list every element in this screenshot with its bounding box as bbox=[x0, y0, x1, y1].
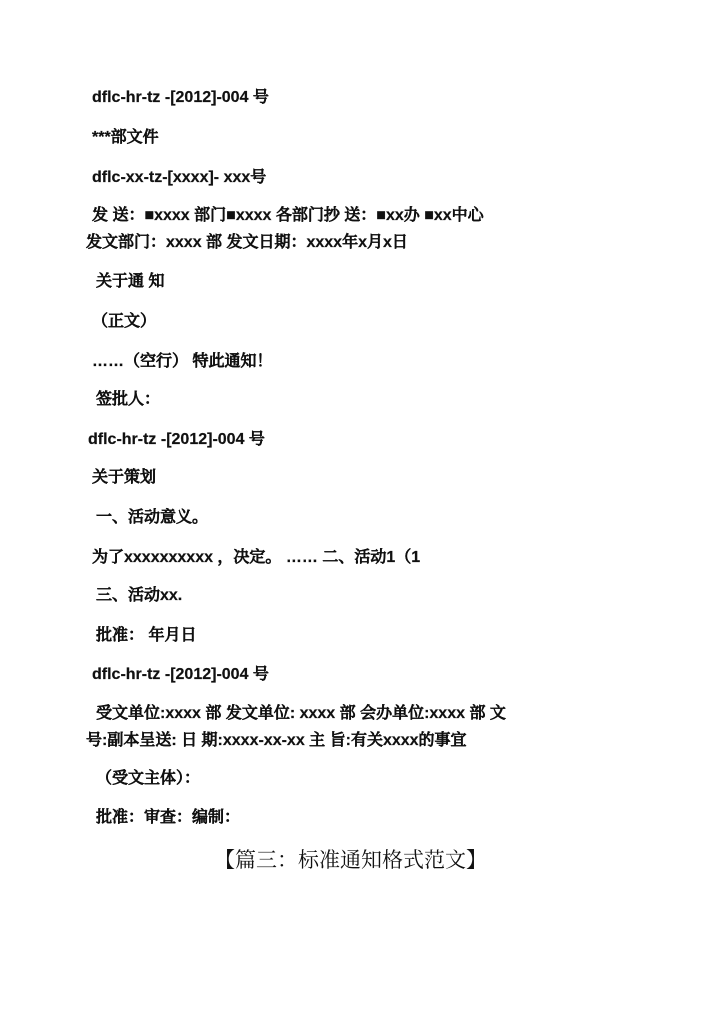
notice-subject-line: 关于通 知 bbox=[96, 273, 165, 290]
closing-line: ……（空行） 特此通知！ bbox=[92, 353, 273, 370]
doc-meta-line: 号:副本呈送: 日 期:xxxx-xx-xx 主 旨:有关xxxx的事宜 bbox=[86, 732, 467, 749]
doc-number-line: dflc-hr-tz -[2012]-004 号 bbox=[92, 89, 269, 106]
purpose-line: 为了xxxxxxxxxx ，决定。 …… 二、活动1（1 bbox=[92, 549, 421, 566]
body-placeholder-line: （正文） bbox=[92, 313, 157, 330]
doc-number-line: dflc-hr-tz -[2012]-004 号 bbox=[88, 431, 265, 448]
doc-number-line: dflc-hr-tz -[2012]-004 号 bbox=[92, 666, 269, 683]
recipient-units-line: 受文单位:xxxx 部 发文单位: xxxx 部 会办单位:xxxx 部 文 bbox=[96, 705, 506, 722]
approval-date-line: 批准： 年月日 bbox=[96, 627, 197, 644]
signatory-line: 签批人： bbox=[96, 391, 161, 408]
section-heading: 【篇三：标准通知格式范文】 bbox=[214, 848, 487, 872]
issuing-dept-date-line: 发文部门：xxxx 部 发文日期：xxxx年x月x日 bbox=[86, 234, 408, 251]
department-file-line: ***部文件 bbox=[92, 129, 159, 146]
planning-subject-line: 关于策划 bbox=[92, 469, 157, 486]
activity-three-line: 三、活动xx. bbox=[96, 587, 183, 604]
send-cc-line: 发 送：■xxxx 部门■xxxx 各部门抄 送：■xx办 ■xx中心 bbox=[92, 207, 484, 224]
approval-review-line: 批准：审查：编制： bbox=[96, 809, 241, 826]
recipient-body-line: （受文主体）： bbox=[96, 770, 201, 787]
activity-meaning-line: 一、活动意义。 bbox=[96, 509, 209, 526]
doc-number-line: dflc-xx-tz-[xxxx]- xxx号 bbox=[92, 169, 267, 186]
